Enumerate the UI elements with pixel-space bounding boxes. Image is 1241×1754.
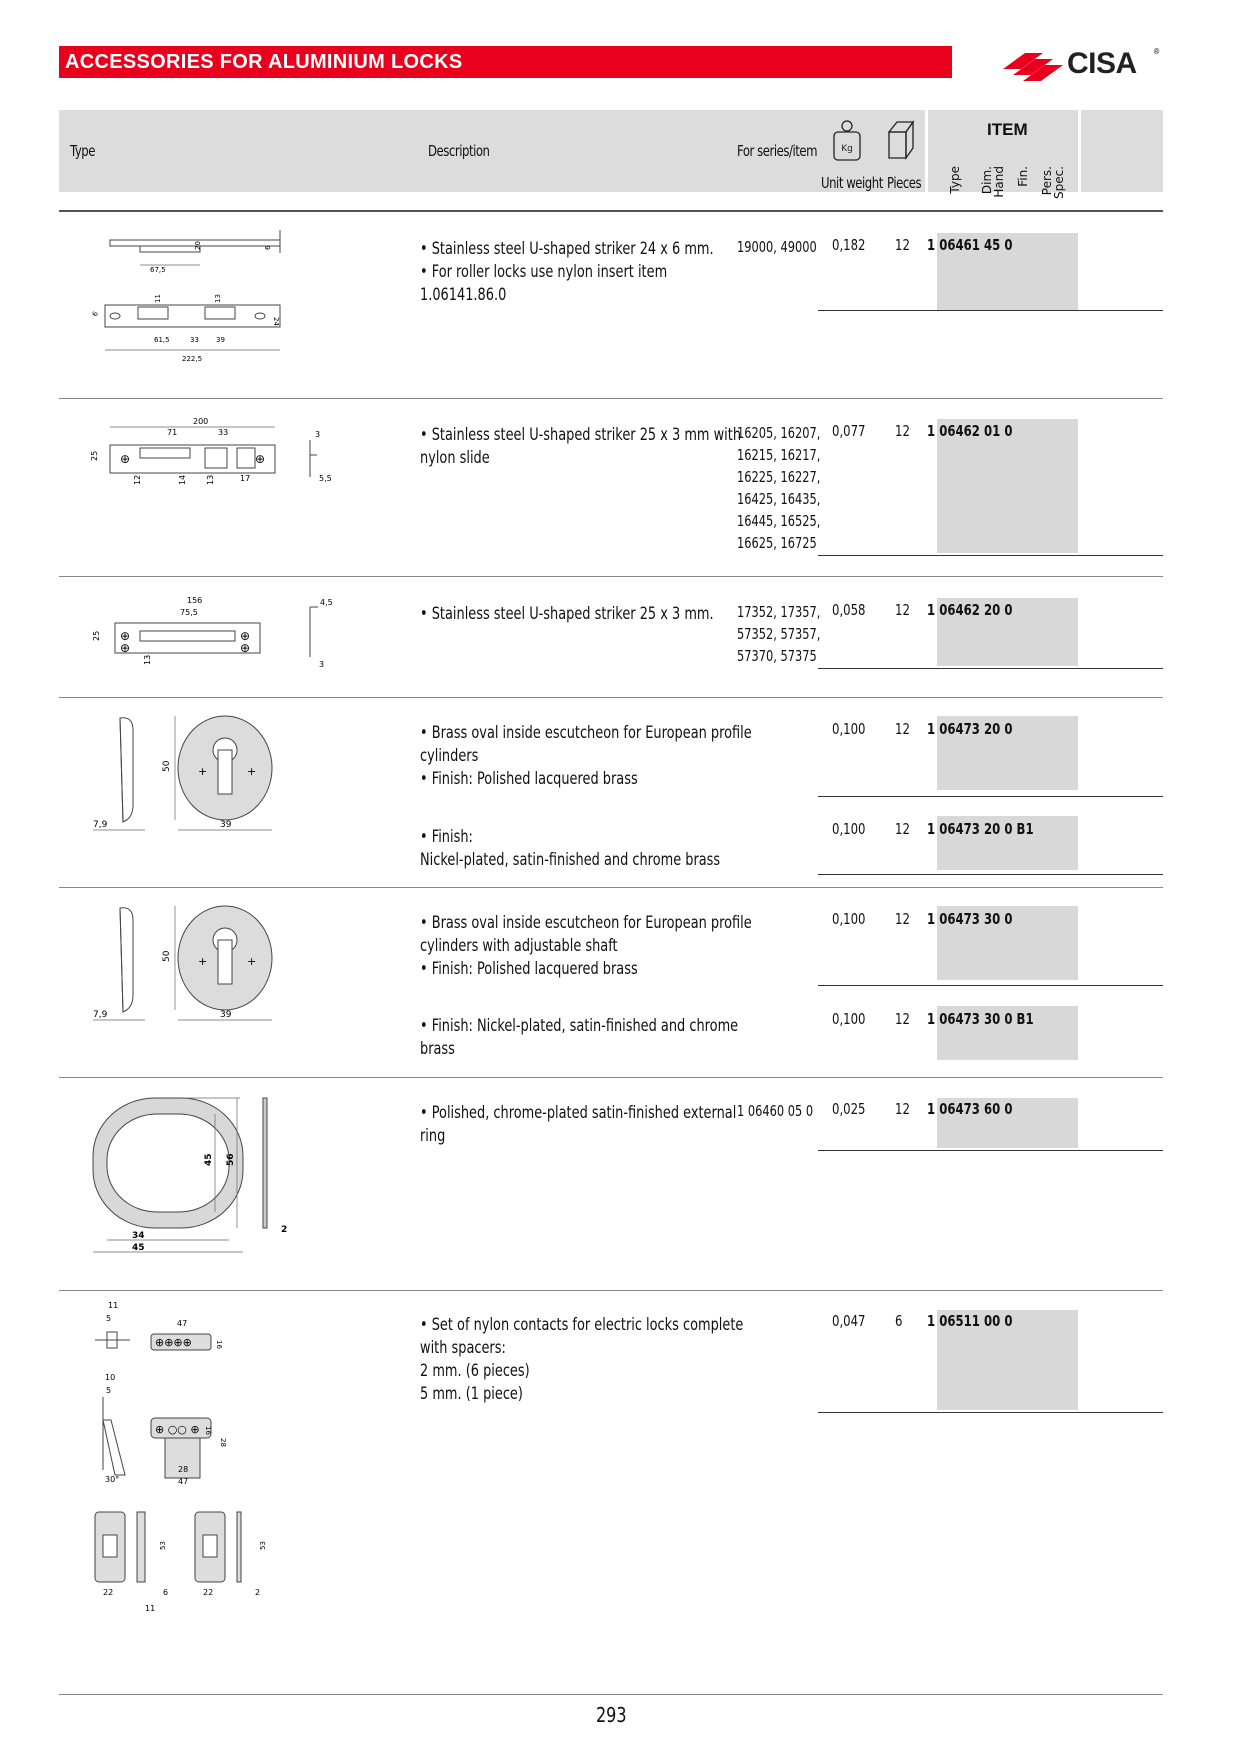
svg-text:6: 6 xyxy=(264,245,272,250)
svg-text:11: 11 xyxy=(154,294,162,303)
svg-text:7,9: 7,9 xyxy=(93,1010,108,1020)
row5-description: • Brass oval inside escutcheon for European profile cylinders with adjustable shaft • Finish: Polished lacquered brass xyxy=(420,913,752,979)
svg-text:25: 25 xyxy=(92,630,101,641)
row1-pieces: 12 xyxy=(895,236,910,254)
row7-weight: 0,047 xyxy=(832,1312,866,1330)
svg-text:10: 10 xyxy=(105,1373,116,1382)
col-description: Description xyxy=(428,142,490,160)
row5-description-variant: • Finish: Nickel-plated, satin-finished and chrome brass xyxy=(420,1016,739,1059)
svg-text:2: 2 xyxy=(255,1588,261,1597)
row7-code: 1 06511 00 0 xyxy=(927,1312,1013,1330)
row7-pieces: 6 xyxy=(895,1312,903,1330)
logo-registered-mark: ® xyxy=(1153,47,1161,56)
svg-text:45: 45 xyxy=(204,1153,214,1166)
row2-pieces: 12 xyxy=(895,422,910,440)
svg-text:11: 11 xyxy=(108,1301,119,1310)
item-sub-fin: Fin. xyxy=(1016,166,1030,187)
row4-description-variant: • Finish: Nickel-plated, satin-finished and chrome brass xyxy=(420,827,721,870)
row4b-code: 1 06473 20 0 B1 xyxy=(927,820,1034,838)
svg-text:156: 156 xyxy=(187,596,203,605)
svg-text:+: + xyxy=(198,955,208,968)
row2-code: 1 06462 01 0 xyxy=(927,422,1013,440)
svg-text:28: 28 xyxy=(219,1438,227,1447)
svg-text:⊕⊕⊕⊕: ⊕⊕⊕⊕ xyxy=(155,1336,192,1349)
svg-text:16: 16 xyxy=(204,1426,212,1435)
svg-text:+: + xyxy=(247,765,257,778)
row-divider xyxy=(59,576,1163,577)
logo-text: CISA xyxy=(1067,47,1137,80)
svg-text:50: 50 xyxy=(162,760,172,772)
row-divider xyxy=(59,887,1163,888)
row4b-weight: 0,100 xyxy=(832,820,866,838)
weight-icon xyxy=(832,118,862,164)
row5-pieces: 12 xyxy=(895,910,910,928)
col-series: For series/item xyxy=(737,142,818,160)
svg-text:13: 13 xyxy=(143,654,152,665)
row5b-weight: 0,100 xyxy=(832,1010,866,1028)
svg-text:⊕: ⊕ xyxy=(255,452,266,466)
item-sub-hand: Hand xyxy=(992,166,1006,198)
svg-text:222,5: 222,5 xyxy=(182,355,203,363)
svg-text:50: 50 xyxy=(162,950,172,962)
row3-code: 1 06462 20 0 xyxy=(927,601,1013,619)
item-sub-type: Type xyxy=(948,166,962,194)
svg-text:11: 11 xyxy=(145,1604,156,1613)
row-divider xyxy=(59,210,1163,212)
svg-text:13: 13 xyxy=(206,474,215,485)
row5b-code: 1 06473 30 0 B1 xyxy=(927,1010,1034,1028)
ring-drawing xyxy=(85,1090,305,1260)
svg-text:200: 200 xyxy=(193,417,209,426)
page-title: ACCESSORIES FOR ALUMINIUM LOCKS xyxy=(59,46,952,78)
row5b-pieces: 12 xyxy=(895,1010,910,1028)
svg-text:28: 28 xyxy=(178,1465,189,1474)
escutcheon-drawing-1 xyxy=(85,710,285,835)
svg-text:53: 53 xyxy=(159,1541,167,1550)
svg-text:6: 6 xyxy=(163,1588,169,1597)
row1-series: 19000, 49000 xyxy=(737,238,817,256)
row1-weight: 0,182 xyxy=(832,236,866,254)
svg-text:33: 33 xyxy=(218,428,229,437)
svg-text:5: 5 xyxy=(106,1314,112,1323)
svg-text:22: 22 xyxy=(103,1588,114,1597)
item-sub-dim: Dim. xyxy=(980,166,994,195)
row6-description: • Polished, chrome-plated satin-finished external ring xyxy=(420,1103,737,1146)
svg-text:67,5: 67,5 xyxy=(150,266,166,274)
svg-text:⊕: ⊕ xyxy=(120,641,131,655)
svg-text:33: 33 xyxy=(190,336,199,344)
svg-text:5: 5 xyxy=(106,1386,112,1395)
col-pieces: Pieces xyxy=(887,174,922,192)
row-divider xyxy=(59,398,1163,399)
row6-series: 1 06460 05 0 xyxy=(737,1102,814,1120)
page-number: 293 xyxy=(596,1703,627,1727)
row1-description: • Stainless steel U-shaped striker 24 x 6 mm. • For roller locks use nylon insert item 1.06141.86.0 xyxy=(420,239,714,305)
cisa-logo-mark-icon xyxy=(1003,47,1073,81)
svg-text:⊕ ○○ ⊕: ⊕ ○○ ⊕ xyxy=(155,1423,200,1436)
item-sub-spec: Spec. xyxy=(1052,166,1066,200)
row1-code: 1 06461 45 0 xyxy=(927,236,1013,254)
row3-pieces: 12 xyxy=(895,601,910,619)
row4-pieces: 12 xyxy=(895,720,910,738)
col-item: ITEM xyxy=(987,120,1028,139)
row3-weight: 0,058 xyxy=(832,601,866,619)
svg-text:7,9: 7,9 xyxy=(93,820,108,830)
svg-text:39: 39 xyxy=(220,1010,232,1020)
row5-weight: 0,100 xyxy=(832,910,866,928)
row4-weight: 0,100 xyxy=(832,720,866,738)
footer-divider xyxy=(59,1694,1163,1695)
svg-text:25: 25 xyxy=(90,450,99,461)
svg-text:34: 34 xyxy=(132,1231,145,1241)
svg-text:⊕: ⊕ xyxy=(120,629,131,643)
svg-text:+: + xyxy=(247,955,257,968)
svg-text:39: 39 xyxy=(220,820,232,830)
striker-drawing-3 xyxy=(85,595,345,675)
striker-drawing-1 xyxy=(90,225,290,370)
row4-description: • Brass oval inside escutcheon for European profile cylinders • Finish: Polished lacquered brass xyxy=(420,723,752,789)
row7-description: • Set of nylon contacts for electric locks complete with spacers: 2 mm. (6 pieces) 5 mm. (1 piece) xyxy=(420,1315,744,1404)
svg-text:20: 20 xyxy=(194,241,202,250)
svg-text:47: 47 xyxy=(177,1319,188,1328)
row4-code: 1 06473 20 0 xyxy=(927,720,1013,738)
col-type: Type xyxy=(70,142,96,160)
svg-text:+: + xyxy=(198,765,208,778)
svg-text:16: 16 xyxy=(215,1340,223,1349)
row-divider xyxy=(59,1077,1163,1078)
svg-text:75,5: 75,5 xyxy=(180,608,198,617)
box-icon xyxy=(886,118,916,162)
svg-text:45: 45 xyxy=(132,1243,145,1253)
nylon-contacts-drawing xyxy=(85,1300,285,1630)
svg-text:⊕: ⊕ xyxy=(240,629,251,643)
svg-text:22: 22 xyxy=(203,1588,214,1597)
row-divider xyxy=(59,697,1163,698)
row2-series: 16205, 16207, 16215, 16217, 16225, 16227, 16425, 16435, 16445, 16525, 16625, 16725 xyxy=(737,424,821,552)
svg-text:39: 39 xyxy=(216,336,225,344)
svg-text:30°: 30° xyxy=(105,1475,120,1484)
svg-text:13: 13 xyxy=(214,294,222,303)
row6-pieces: 12 xyxy=(895,1100,910,1118)
row2-weight: 0,077 xyxy=(832,422,866,440)
item-sub-pers: Pers. xyxy=(1040,166,1054,196)
striker-drawing-2 xyxy=(85,415,345,495)
svg-text:5,5: 5,5 xyxy=(319,474,332,483)
row5-code: 1 06473 30 0 xyxy=(927,910,1013,928)
svg-text:3: 3 xyxy=(315,430,321,439)
svg-text:24: 24 xyxy=(272,317,280,326)
svg-text:4,5: 4,5 xyxy=(320,598,333,607)
svg-text:47: 47 xyxy=(178,1477,189,1486)
svg-text:61,5: 61,5 xyxy=(154,336,170,344)
col-unit-weight: Unit weight xyxy=(821,174,883,192)
svg-text:56: 56 xyxy=(226,1153,236,1166)
svg-text:6: 6 xyxy=(90,310,100,318)
svg-text:12: 12 xyxy=(133,474,142,485)
row2-description: • Stainless steel U-shaped striker 25 x 3 mm with nylon slide xyxy=(420,425,742,468)
row4b-pieces: 12 xyxy=(895,820,910,838)
row6-weight: 0,025 xyxy=(832,1100,866,1118)
svg-text:2: 2 xyxy=(281,1225,288,1235)
svg-text:14: 14 xyxy=(178,474,187,485)
svg-text:71: 71 xyxy=(167,428,178,437)
svg-text:17: 17 xyxy=(240,474,251,483)
row3-description: • Stainless steel U-shaped striker 25 x 3 mm. xyxy=(420,604,714,624)
svg-text:⊕: ⊕ xyxy=(240,641,251,655)
svg-text:⊕: ⊕ xyxy=(120,452,131,466)
row-divider xyxy=(59,1290,1163,1291)
svg-text:3: 3 xyxy=(319,660,325,669)
escutcheon-drawing-2 xyxy=(85,900,285,1025)
weight-icon-label: Kg xyxy=(841,144,853,154)
row3-series: 17352, 17357, 57352, 57357, 57370, 57375 xyxy=(737,603,821,665)
cisa-logo xyxy=(1003,45,1163,81)
row6-code: 1 06473 60 0 xyxy=(927,1100,1013,1118)
svg-text:53: 53 xyxy=(259,1541,267,1550)
